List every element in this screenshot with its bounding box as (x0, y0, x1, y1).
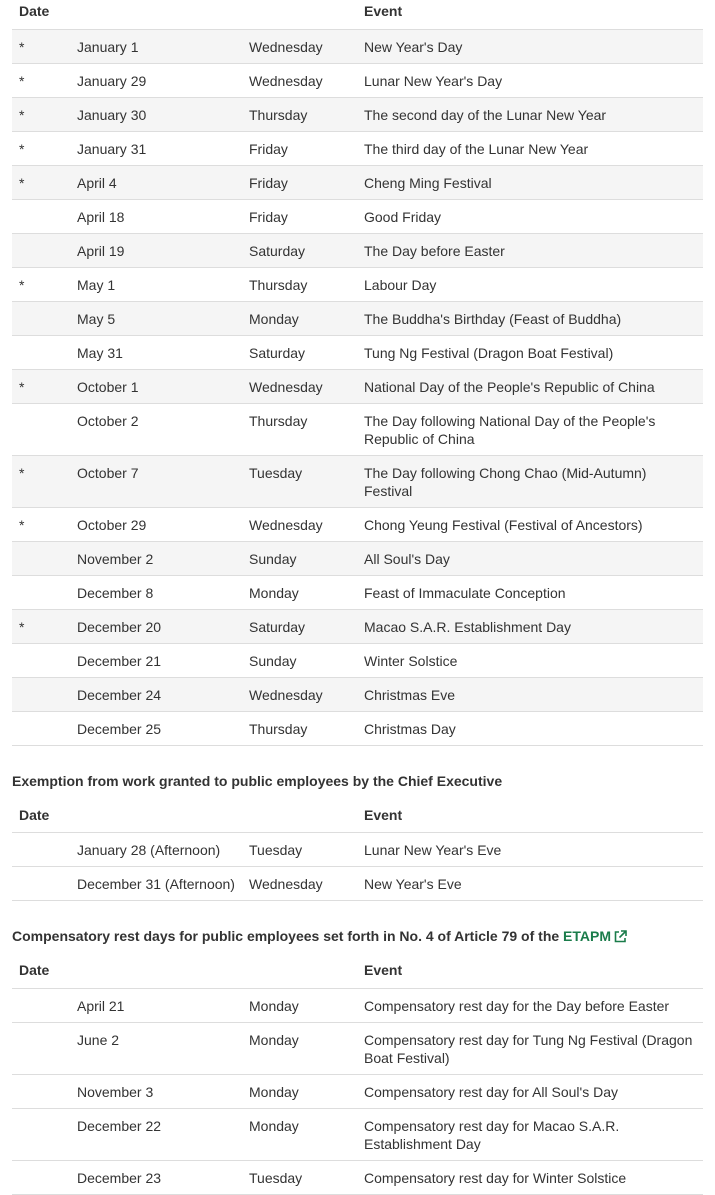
event-cell: Christmas Eve (364, 677, 703, 711)
weekday-cell: Friday (249, 131, 364, 165)
event-cell: Chong Yeung Festival (Festival of Ancestors) (364, 507, 703, 541)
weekday-cell: Wednesday (249, 369, 364, 403)
weekday-cell: Sunday (249, 541, 364, 575)
event-cell: New Year's Eve (364, 867, 703, 901)
event-cell: New Year's Day (364, 29, 703, 63)
compensatory-body (12, 988, 703, 1194)
event-cell: Labour Day (364, 267, 703, 301)
holiday-mark (12, 199, 77, 233)
date-cell: December 21 (77, 643, 249, 677)
table-row (12, 833, 703, 867)
etapm-link-label: ETAPM (563, 928, 612, 944)
weekday-cell: Friday (249, 199, 364, 233)
weekday-cell: Thursday (249, 711, 364, 745)
table-row (12, 301, 703, 335)
weekday-cell: Monday (249, 1108, 364, 1160)
holiday-mark (12, 833, 77, 867)
date-cell: December 20 (77, 609, 249, 643)
table-row (12, 1074, 703, 1108)
holiday-mark (12, 867, 77, 901)
table-row (12, 29, 703, 63)
date-column-header: Date (19, 3, 50, 19)
weekday-cell: Wednesday (249, 867, 364, 901)
table-row (12, 867, 703, 901)
holiday-mark (12, 541, 77, 575)
date-cell: April 18 (77, 199, 249, 233)
date-cell: May 31 (77, 335, 249, 369)
holiday-mark: * (12, 369, 77, 403)
date-cell: November 2 (77, 541, 249, 575)
table-row (12, 507, 703, 541)
page-content (12, 0, 703, 1195)
date-cell: January 28 (Afternoon) (77, 833, 249, 867)
holiday-mark (12, 1022, 77, 1074)
compensatory-heading (12, 927, 703, 945)
event-cell: The Day before Easter (364, 233, 703, 267)
date-cell: January 29 (77, 63, 249, 97)
event-cell: Compensatory rest day for Winter Solstice (364, 1160, 703, 1194)
event-cell: The Buddha's Birthday (Feast of Buddha) (364, 301, 703, 335)
table-row (12, 403, 703, 455)
table-row (12, 267, 703, 301)
weekday-cell: Monday (249, 301, 364, 335)
table-row (12, 541, 703, 575)
table-row (12, 97, 703, 131)
weekday-cell: Sunday (249, 643, 364, 677)
table-row (12, 609, 703, 643)
holiday-mark (12, 677, 77, 711)
weekday-cell: Tuesday (249, 455, 364, 507)
event-cell: The third day of the Lunar New Year (364, 131, 703, 165)
table-row (12, 335, 703, 369)
table-row (12, 131, 703, 165)
date-cell: April 21 (77, 988, 249, 1022)
weekday-cell: Thursday (249, 403, 364, 455)
date-cell: January 30 (77, 97, 249, 131)
table-row (12, 165, 703, 199)
table-header-row (12, 0, 703, 29)
weekday-cell: Wednesday (249, 63, 364, 97)
table-row (12, 643, 703, 677)
date-cell: December 31 (Afternoon) (77, 867, 249, 901)
holiday-mark (12, 1108, 77, 1160)
event-cell: Cheng Ming Festival (364, 165, 703, 199)
weekday-cell: Thursday (249, 97, 364, 131)
event-cell: Compensatory rest day for Macao S.A.R. Establishment Day (364, 1108, 703, 1160)
etapm-link[interactable] (563, 928, 627, 944)
holiday-mark (12, 1160, 77, 1194)
date-cell: December 25 (77, 711, 249, 745)
exemption-heading: Exemption from work granted to public employees by the Chief Executive (12, 772, 503, 789)
weekday-cell: Wednesday (249, 29, 364, 63)
date-cell: January 1 (77, 29, 249, 63)
holiday-mark (12, 301, 77, 335)
event-column-header: Event (364, 3, 403, 19)
event-cell: Good Friday (364, 199, 703, 233)
date-cell: December 8 (77, 575, 249, 609)
table-row (12, 63, 703, 97)
date-cell: October 7 (77, 455, 249, 507)
event-cell: National Day of the People's Republic of China (364, 369, 703, 403)
table-row (12, 1160, 703, 1194)
date-column-header: Date (19, 806, 50, 823)
event-cell: Lunar New Year's Eve (364, 833, 703, 867)
event-cell: All Soul's Day (364, 541, 703, 575)
holiday-mark (12, 575, 77, 609)
table-row (12, 455, 703, 507)
public-holidays-body (12, 29, 703, 745)
table-row (12, 233, 703, 267)
holiday-mark: * (12, 63, 77, 97)
event-cell: The second day of the Lunar New Year (364, 97, 703, 131)
weekday-cell: Wednesday (249, 507, 364, 541)
event-cell: Lunar New Year's Day (364, 63, 703, 97)
table-header-row (12, 800, 703, 833)
date-cell: December 23 (77, 1160, 249, 1194)
date-cell: January 31 (77, 131, 249, 165)
weekday-cell: Monday (249, 575, 364, 609)
table-row (12, 575, 703, 609)
event-cell: Feast of Immaculate Conception (364, 575, 703, 609)
event-column-header: Event (364, 806, 403, 823)
external-link-icon (614, 930, 627, 943)
date-cell: October 1 (77, 369, 249, 403)
holiday-mark: * (12, 455, 77, 507)
table-row (12, 711, 703, 745)
event-cell: The Day following National Day of the People's Republic of China (364, 403, 703, 455)
date-cell: October 29 (77, 507, 249, 541)
date-column-header: Date (19, 962, 50, 978)
holiday-mark (12, 335, 77, 369)
weekday-cell: Tuesday (249, 833, 364, 867)
table-row (12, 1022, 703, 1074)
compensatory-heading-text: Compensatory rest days for public employees set forth in No. 4 of Article 79 of the (12, 928, 564, 944)
table-row (12, 369, 703, 403)
exemption-table (12, 800, 703, 902)
holiday-mark (12, 233, 77, 267)
public-holidays-table (12, 0, 703, 746)
date-cell: May 1 (77, 267, 249, 301)
date-cell: December 24 (77, 677, 249, 711)
date-cell: June 2 (77, 1022, 249, 1074)
date-cell: April 4 (77, 165, 249, 199)
holiday-mark: * (12, 609, 77, 643)
table-row (12, 988, 703, 1022)
table-row (12, 1108, 703, 1160)
holiday-mark: * (12, 507, 77, 541)
holiday-mark: * (12, 29, 77, 63)
weekday-cell: Saturday (249, 335, 364, 369)
date-cell: October 2 (77, 403, 249, 455)
holiday-mark (12, 1074, 77, 1108)
weekday-cell: Monday (249, 988, 364, 1022)
holiday-mark: * (12, 97, 77, 131)
event-cell: Macao S.A.R. Establishment Day (364, 609, 703, 643)
event-cell: Tung Ng Festival (Dragon Boat Festival) (364, 335, 703, 369)
weekday-cell: Saturday (249, 609, 364, 643)
weekday-cell: Thursday (249, 267, 364, 301)
table-header-row (12, 955, 703, 988)
table-row (12, 199, 703, 233)
table-row (12, 677, 703, 711)
date-cell: December 22 (77, 1108, 249, 1160)
date-cell: April 19 (77, 233, 249, 267)
holiday-mark: * (12, 267, 77, 301)
weekday-cell: Monday (249, 1074, 364, 1108)
compensatory-table (12, 955, 703, 1195)
weekday-cell: Friday (249, 165, 364, 199)
event-cell: Christmas Day (364, 711, 703, 745)
date-cell: May 5 (77, 301, 249, 335)
holiday-mark: * (12, 131, 77, 165)
weekday-cell: Monday (249, 1022, 364, 1074)
event-cell: Compensatory rest day for Tung Ng Festival (Dragon Boat Festival) (364, 1022, 703, 1074)
holiday-mark (12, 643, 77, 677)
weekday-cell: Tuesday (249, 1160, 364, 1194)
event-cell: The Day following Chong Chao (Mid-Autumn) Festival (364, 455, 703, 507)
weekday-cell: Saturday (249, 233, 364, 267)
weekday-cell: Wednesday (249, 677, 364, 711)
date-cell: November 3 (77, 1074, 249, 1108)
exemption-body (12, 833, 703, 901)
event-cell: Compensatory rest day for All Soul's Day (364, 1074, 703, 1108)
event-cell: Winter Solstice (364, 643, 703, 677)
event-column-header: Event (364, 962, 403, 978)
holiday-mark (12, 711, 77, 745)
holiday-mark (12, 403, 77, 455)
holiday-mark (12, 988, 77, 1022)
event-cell: Compensatory rest day for the Day before Easter (364, 988, 703, 1022)
holiday-mark: * (12, 165, 77, 199)
